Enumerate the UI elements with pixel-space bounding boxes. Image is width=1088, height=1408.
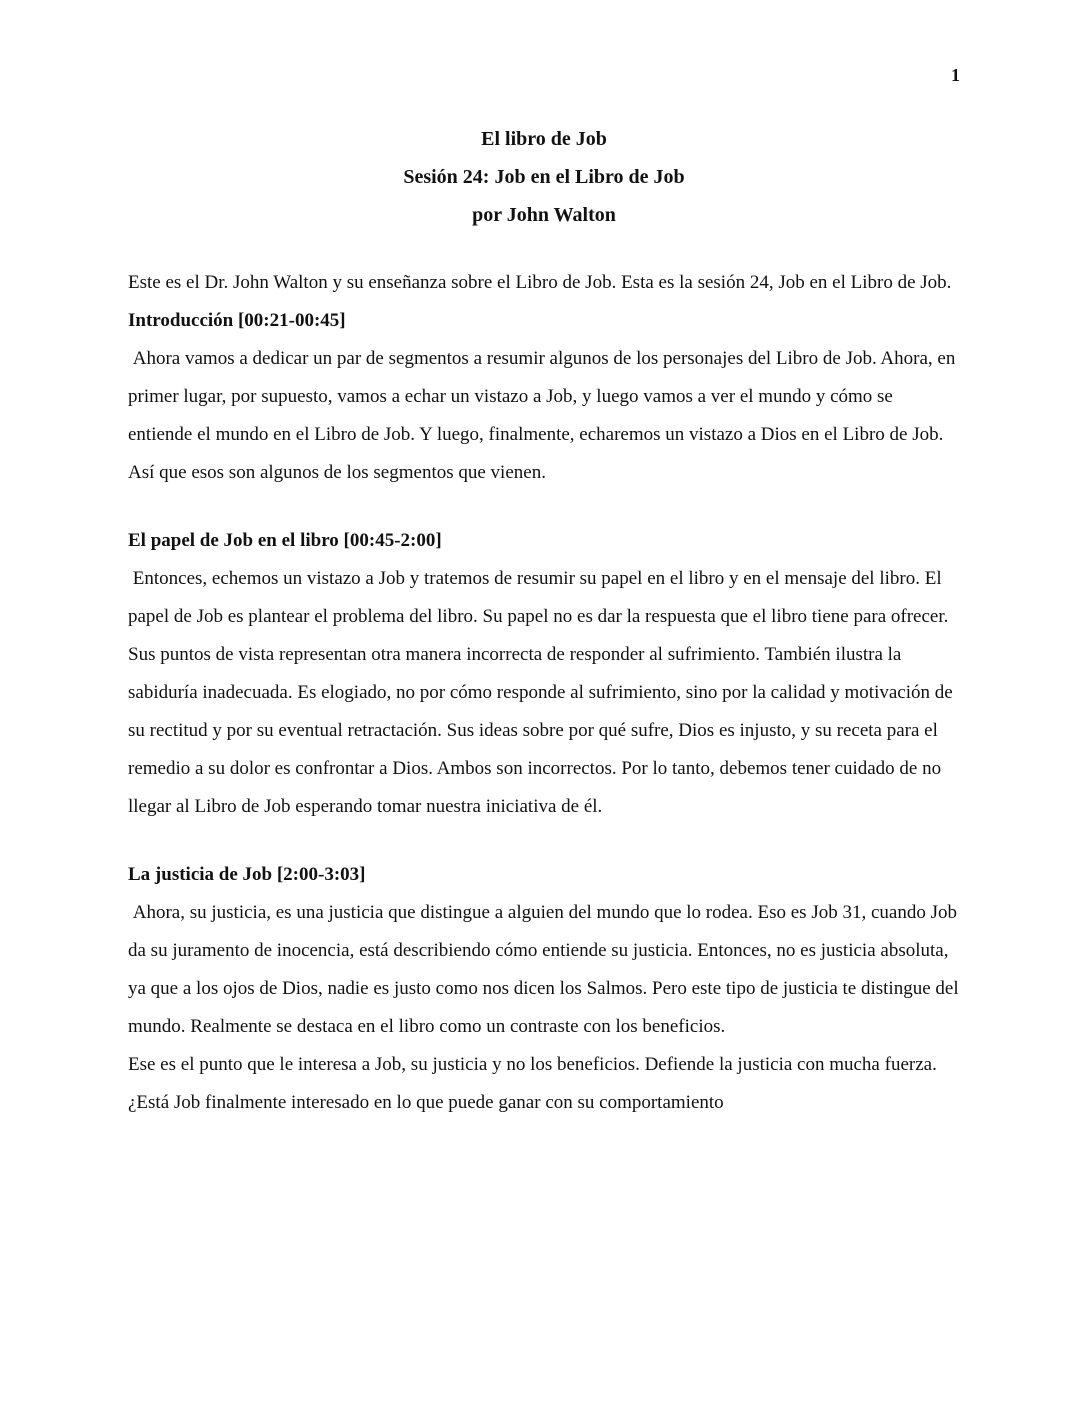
page-number: 1	[951, 65, 960, 85]
paragraph-introduccion: Ahora vamos a dedicar un par de segmentos a resumir algunos de los personajes del Libro de Job. Ahora, en primer lugar, por supuesto, vamos a echar un vistazo a Job, y luego vamos a ver el mundo y cómo se entiende el mundo en el Libro de Job. Y luego, finalmente, echaremos un vistazo a Dios en el Libro de Job. Así que esos son algunos de los segmentos que vienen.	[128, 348, 961, 483]
title-block	[128, 120, 960, 234]
doc-title: El libro de Job	[481, 128, 607, 150]
section-heading-papel-de-job: El papel de Job en el libro [00:45-2:00]	[128, 530, 442, 551]
paragraph-intro: Este es el Dr. John Walton y su enseñanza sobre el Libro de Job. Esta es la sesión 24, Job en el Libro de Job.	[128, 272, 952, 293]
section-heading-justicia-de-job: La justicia de Job [2:00-3:03]	[128, 864, 366, 885]
paragraph-papel-de-job: Entonces, echemos un vistazo a Job y tratemos de resumir su papel en el libro y en el mensaje del libro. El papel de Job es plantear el problema del libro. Su papel no es dar la respuesta que el libro tiene para ofrecer. Sus puntos de vista representan otra manera incorrecta de responder al sufrimiento. También ilustra la sabiduría inadecuada. Es elogiado, no por cómo responde al sufrimiento, sino por la calidad y motivación de su rectitud y por su eventual retractación. Sus ideas sobre por qué sufre, Dios es injusto, y su receta para el remedio a su dolor es confrontar a Dios. Ambos son incorrectos. Por lo tanto, debemos tener cuidado de no llegar al Libro de Job esperando tomar nuestra iniciativa de él.	[128, 568, 958, 817]
doc-subtitle: Sesión 24: Job en el Libro de Job	[403, 166, 685, 188]
doc-byline: por John Walton	[472, 204, 616, 226]
paragraph-justicia-de-job: Ahora, su justicia, es una justicia que distingue a alguien del mundo que lo rodea. Eso es Job 31, cuando Job da su juramento de inocencia, está describiendo cómo entiende su justicia. Entonces, no es justicia absoluta, ya que a los ojos de Dios, nadie es justo como nos dicen los Salmos. Pero este tipo de justicia te distingue del mundo. Realmente se destaca en el libro como un contraste con los beneficios.	[128, 902, 964, 1037]
section-heading-introduccion: Introducción [00:21-00:45]	[128, 310, 346, 331]
paragraph-justicia-continuacion: Ese es el punto que le interesa a Job, su justicia y no los beneficios. Defiende la justicia con mucha fuerza. ¿Está Job finalmente interesado en lo que puede ganar con su comportamiento	[128, 1054, 942, 1113]
